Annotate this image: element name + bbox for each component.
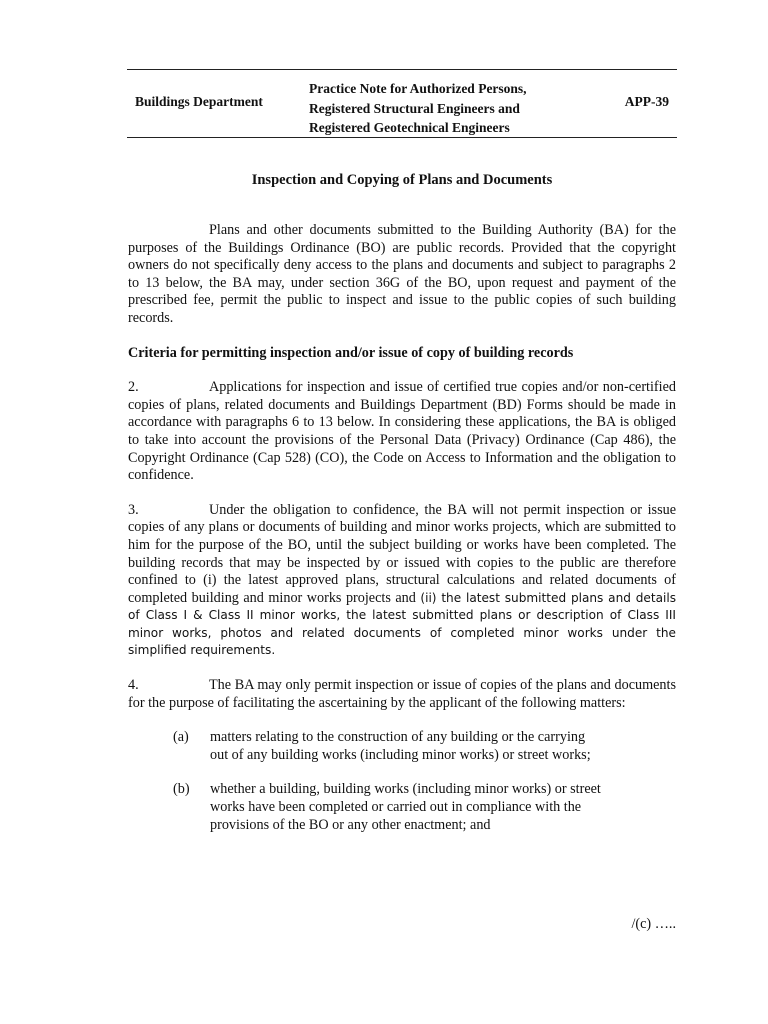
document-title: Inspection and Copying of Plans and Documents [251, 172, 553, 188]
paragraph-number: 3. [128, 501, 139, 518]
paragraph-text-amended: (ii) the latest submitted plans and details of Class I & Class II minor works, the latest submitted plans or description of Class III minor works, photos and related documents of completed minor works under the simplified requirements. [128, 590, 676, 658]
department-name: Buildings Department [135, 94, 263, 109]
matters-list [128, 729, 676, 834]
paragraph-1 [128, 222, 676, 328]
paragraph-text: Under the obligation to confidence, the BA will not permit inspection or issue copies of any plans or documents of building and minor works projects, which are submitted to him for the purpose of the BO, until the subject building or works have been completed. The building records that may be inspected by or issued with copies to the public are therefore confined to (i) the latest approved plans, structural calculations and related documents of completed building and minor works projects and [128, 501, 676, 606]
practice-note-code: APP-39 [624, 94, 669, 109]
paragraph-text: Applications for inspection and issue of certified true copies and/or non-certified copies of plans, related documents and Buildings Department (BD) Forms should be made in accordance with paragraphs 6 to 13 below. In considering these applications, the BA is obliged to take into account the provisions of the Personal Data (Privacy) Ordinance (Cap 486), the Copyright Ordinance (Cap 528) (CO), the Code on Access to Information and the obligation to confidence. [128, 379, 676, 484]
page-header [127, 69, 677, 138]
paragraph-4 [128, 677, 676, 712]
section-heading: Criteria for permitting inspection and/or issue of copy of building records [128, 344, 574, 361]
practice-note-title [309, 79, 527, 138]
paragraph-text: The BA may only permit inspection or issue of copies of the plans and documents for the purpose of facilitating the ascertaining by the applicant of the following matters: [128, 677, 676, 711]
list-item [128, 729, 605, 764]
list-item-label: (a) [173, 729, 189, 746]
paragraph-text: Plans and other documents submitted to the Building Authority (BA) for the purposes of the Buildings Ordinance (BO) are public records. Provided that the copyright owners do not specifically deny access to the plans and documents and subject to paragraphs 2 to 13 below, the BA may, under section 36G of the BO, upon request and payment of the prescribed fee, permit the public to inspect and issue to the public copies of such building records. [128, 222, 676, 326]
paragraph-number: 4. [128, 677, 139, 694]
paragraph-2 [128, 379, 676, 485]
list-item [128, 781, 605, 834]
list-item-text: matters relating to the construction of any building or the carrying out of any building works (including minor works) or street works; [210, 729, 591, 763]
paragraph-number: 2. [128, 379, 139, 396]
list-item-label: (b) [173, 781, 190, 798]
header-title-line: Practice Note for Authorized Persons, [309, 81, 527, 96]
paragraph-3 [128, 502, 676, 660]
document-body [128, 222, 676, 851]
header-title-line: Registered Geotechnical Engineers [309, 120, 510, 135]
list-item-text: whether a building, building works (including minor works) or street works have been completed or carried out in compliance with the provisions of the BO or any other enactment; and [210, 781, 601, 833]
continuation-marker: /(c) ….. [631, 916, 676, 932]
header-title-line: Registered Structural Engineers and [309, 100, 520, 116]
